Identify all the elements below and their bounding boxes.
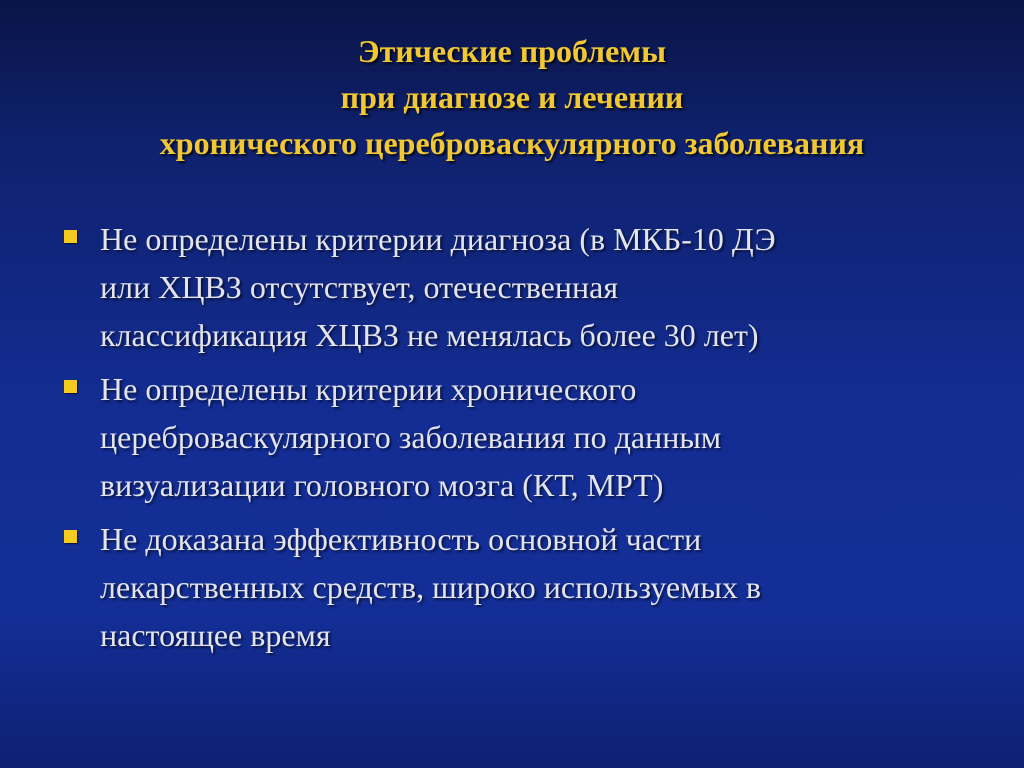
slide-title [0, 28, 1024, 166]
bullet-3-line-3: настоящее время [100, 617, 331, 653]
title-line-3: хронического цереброваскулярного заболевания [159, 125, 865, 161]
bullet-2-line-2: цереброваскулярного заболевания по данным [100, 419, 722, 455]
bullet-1-line-1: Не определены критерии диагноза (в МКБ-10 ДЭ [100, 221, 776, 257]
bullet-3-line-2: лекарственных средств, широко используемых в [100, 569, 761, 605]
bullet-3-line-1: Не доказана эффективность основной части [100, 521, 702, 557]
bullet-1-line-3: классификация ХЦВЗ не менялась более 30 лет) [100, 317, 759, 353]
bullet-1-line-2: или ХЦВЗ отсутствует, отечественная [100, 269, 619, 305]
bullet-item-3 [62, 515, 962, 659]
bullet-item-1 [62, 215, 962, 359]
bullet-item-2 [62, 365, 962, 509]
bullet-2-line-3: визуализации головного мозга (КТ, МРТ) [100, 467, 664, 503]
title-line-2: при диагнозе и лечении [340, 79, 684, 115]
square-bullet-icon [64, 530, 77, 543]
bullet-list [62, 215, 962, 665]
square-bullet-icon [64, 230, 77, 243]
square-bullet-icon [64, 380, 77, 393]
title-line-1: Этические проблемы [357, 33, 667, 69]
bullet-2-line-1: Не определены критерии хронического [100, 371, 637, 407]
